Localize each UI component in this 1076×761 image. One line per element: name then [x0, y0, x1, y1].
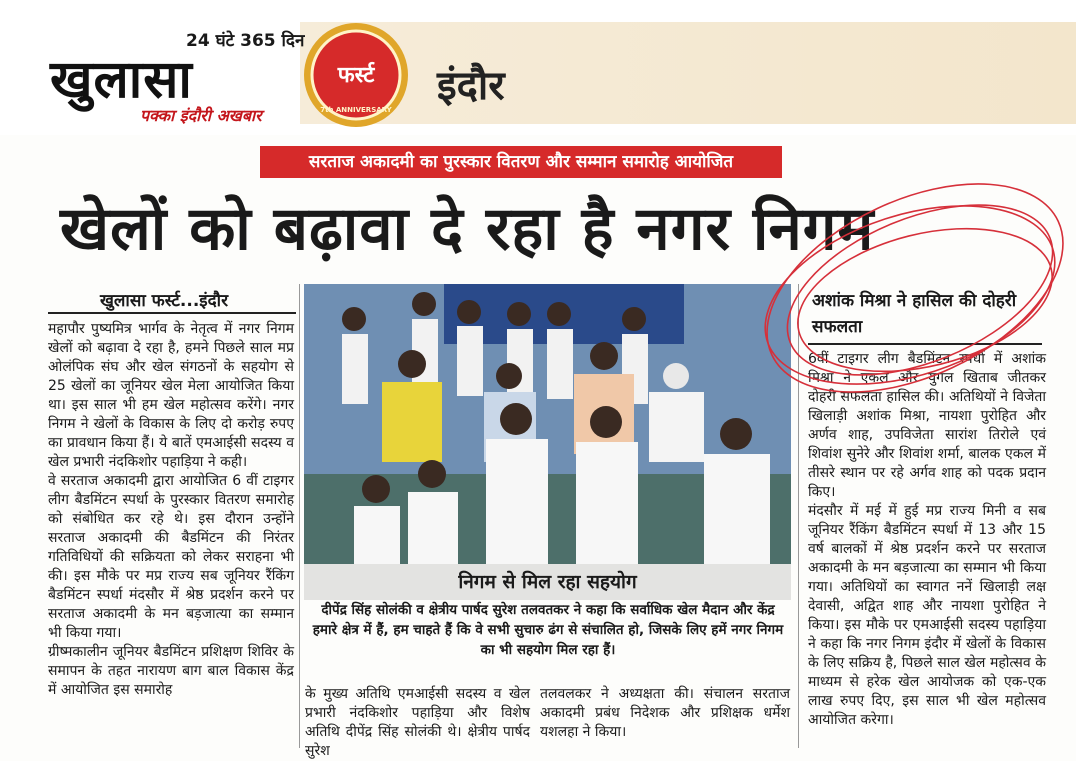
- paragraph: मंदसौर में मई में हुई मप्र राज्य मिनी व सब जूनियर रैंकिंग बैडमिंटन स्पर्धा में 13 और 15 वर्ष बालकों में श्रेष्ठ प्रदर्शन करने पर सरताज अकादमी के मन बड़जात्या का सम्मान भी किया गया। अतिथियों का स्वागत ननें खिलाड़ी लक्ष देवासी, अद्वित शाह और नायशा पुरोहित ने किया। इस मौके पर एमआईसी सदस्य पहाड़िया ने कहा कि नगर निगम इंदौर में खेलों के विकास के लिए सक्रिय है, पिछले साल खेल महोत्सव के माध्यम से हरेक खेल आयोजक को एक-एक लाख रुपए दिए, इस साल भी खेल महोत्सव आयोजित करेगा।: [808, 503, 1046, 728]
- edition-city: इंदौर: [437, 63, 505, 109]
- masthead-tagline: 24 घंटे 365 दिन: [186, 31, 305, 51]
- anniversary-seal-icon: [300, 20, 412, 130]
- seal-subtext: 7th ANNIVERSARY: [320, 106, 392, 114]
- article-headline: खेलों को बढ़ावा दे रहा है नगर निगम: [60, 194, 875, 264]
- side-story-headline: अशांक मिश्रा ने हासिल की दोहरी सफलता: [812, 291, 1017, 337]
- paragraph: वे सरताज अकादमी द्वारा आयोजित 6 वीं टाइगर लीग बैडमिंटन स्पर्धा के पुरस्कार वितरण समारोह को संबोधित कर रहे थे। इस दौरान उन्होंने सरताज अकादमी की बैडमिंटन की निरंतर गतिविधियों की सक्रियता को लेकर सराहना भी की। इस मौके पर मप्र राज्य सब जूनियर रैंकिंग बैडमिंटन स्पर्धा मंदसौर में श्रेष्ठ प्रदर्शन करने पर सरताज अकादमी के मन बड़जात्या का सम्मान भी किया गया।: [48, 473, 294, 641]
- article-column-1: [48, 320, 294, 745]
- paragraph: ग्रीष्मकालीन जूनियर बैडमिंटन प्रशिक्षण शिविर के समापन के तहत नारायण बाग बाल विकास केंद्र में आयोजित इस समारोह: [48, 644, 294, 698]
- byline-rule: [48, 312, 296, 314]
- seal-text: फर्स्ट: [337, 63, 375, 88]
- article-column-2: के मुख्य अतिथि एमआईसी सदस्य व खेल प्रभारी नंदकिशोर पहाड़िया और विशेष अतिथि दीपेंद्र सिंह सोलंकी थे। क्षेत्रीय पार्षद सुरेश: [305, 686, 530, 759]
- brand-subtitle: पक्का इंदौरी अखबार: [140, 106, 262, 125]
- column-divider: [798, 284, 799, 748]
- photo-title: निगम से मिल रहा सहयोग: [458, 571, 637, 593]
- article-column-3: तलवलकर ने अध्यक्षता की। संचालन सरताज अकादमी प्रबंध निदेशक और प्रशिक्षक धर्मेश यशलहा ने किया।: [540, 686, 790, 740]
- event-group-photo: [304, 284, 791, 564]
- photo-caption: दीपेंद्र सिंह सोलंकी व क्षेत्रीय पार्षद सुरेश तलवतकर ने कहा कि सर्वाधिक खेल मैदान और केंद्र हमारे क्षेत्र में हैं, हम चाहते हैं कि वे सभी सुचारु ढंग से संचालित हो, जिसके लिए हमें नगर निगम का भी सहयोग मिल रहा हैं।: [312, 602, 784, 658]
- brand-logo-text: खुलासा: [50, 50, 193, 110]
- column-divider: [299, 284, 300, 748]
- paragraph: 6वीं टाइगर लीग बैडमिंटन स्पर्धा में अशांक मिश्रा ने एकल और युगल खिताब जीतकर दोहरी सफलता हासिल की। अतिथियों ने विजेता खिलाड़ी अशांक मिश्रा, नायशा पुरोहित और अर्णव शाह, उपविजेता सारांश तिरोले एवं शिवांश सुनेरे और शिवांश शर्मा, बालक एकल में तीसरे स्थान पर रहे अर्गव शाह को पदक प्रदान किए।: [808, 351, 1046, 500]
- masthead-band: [300, 22, 1076, 124]
- masthead: [0, 0, 1076, 135]
- article-byline: खुलासा फर्स्ट...इंदौर: [100, 291, 229, 311]
- side-story-rule: [808, 343, 1042, 345]
- side-story-column: [808, 350, 1046, 745]
- article-kicker: सरताज अकादमी का पुरस्कार वितरण और सम्मान समारोह आयोजित: [260, 146, 782, 178]
- paragraph: महापौर पुष्यमित्र भार्गव के नेतृत्व में नगर निगम खेलों को बढ़ावा दे रहा है, हमने पिछले साल मप्र ओलंपिक संघ और खेल संगठनों के सहयोग से 25 खेलों का जूनियर खेल मेला आयोजित किया था। इस साल भी हम खेल महोत्सव करेंगे। नगर निगम ने खेलों के विकास के लिए दो करोड़ रुपए का प्रावधान किया हैं। ये बातें एमआईसी सदस्य व खेल प्रभारी नंदकिशोर पहाड़िया ने कही।: [48, 321, 294, 470]
